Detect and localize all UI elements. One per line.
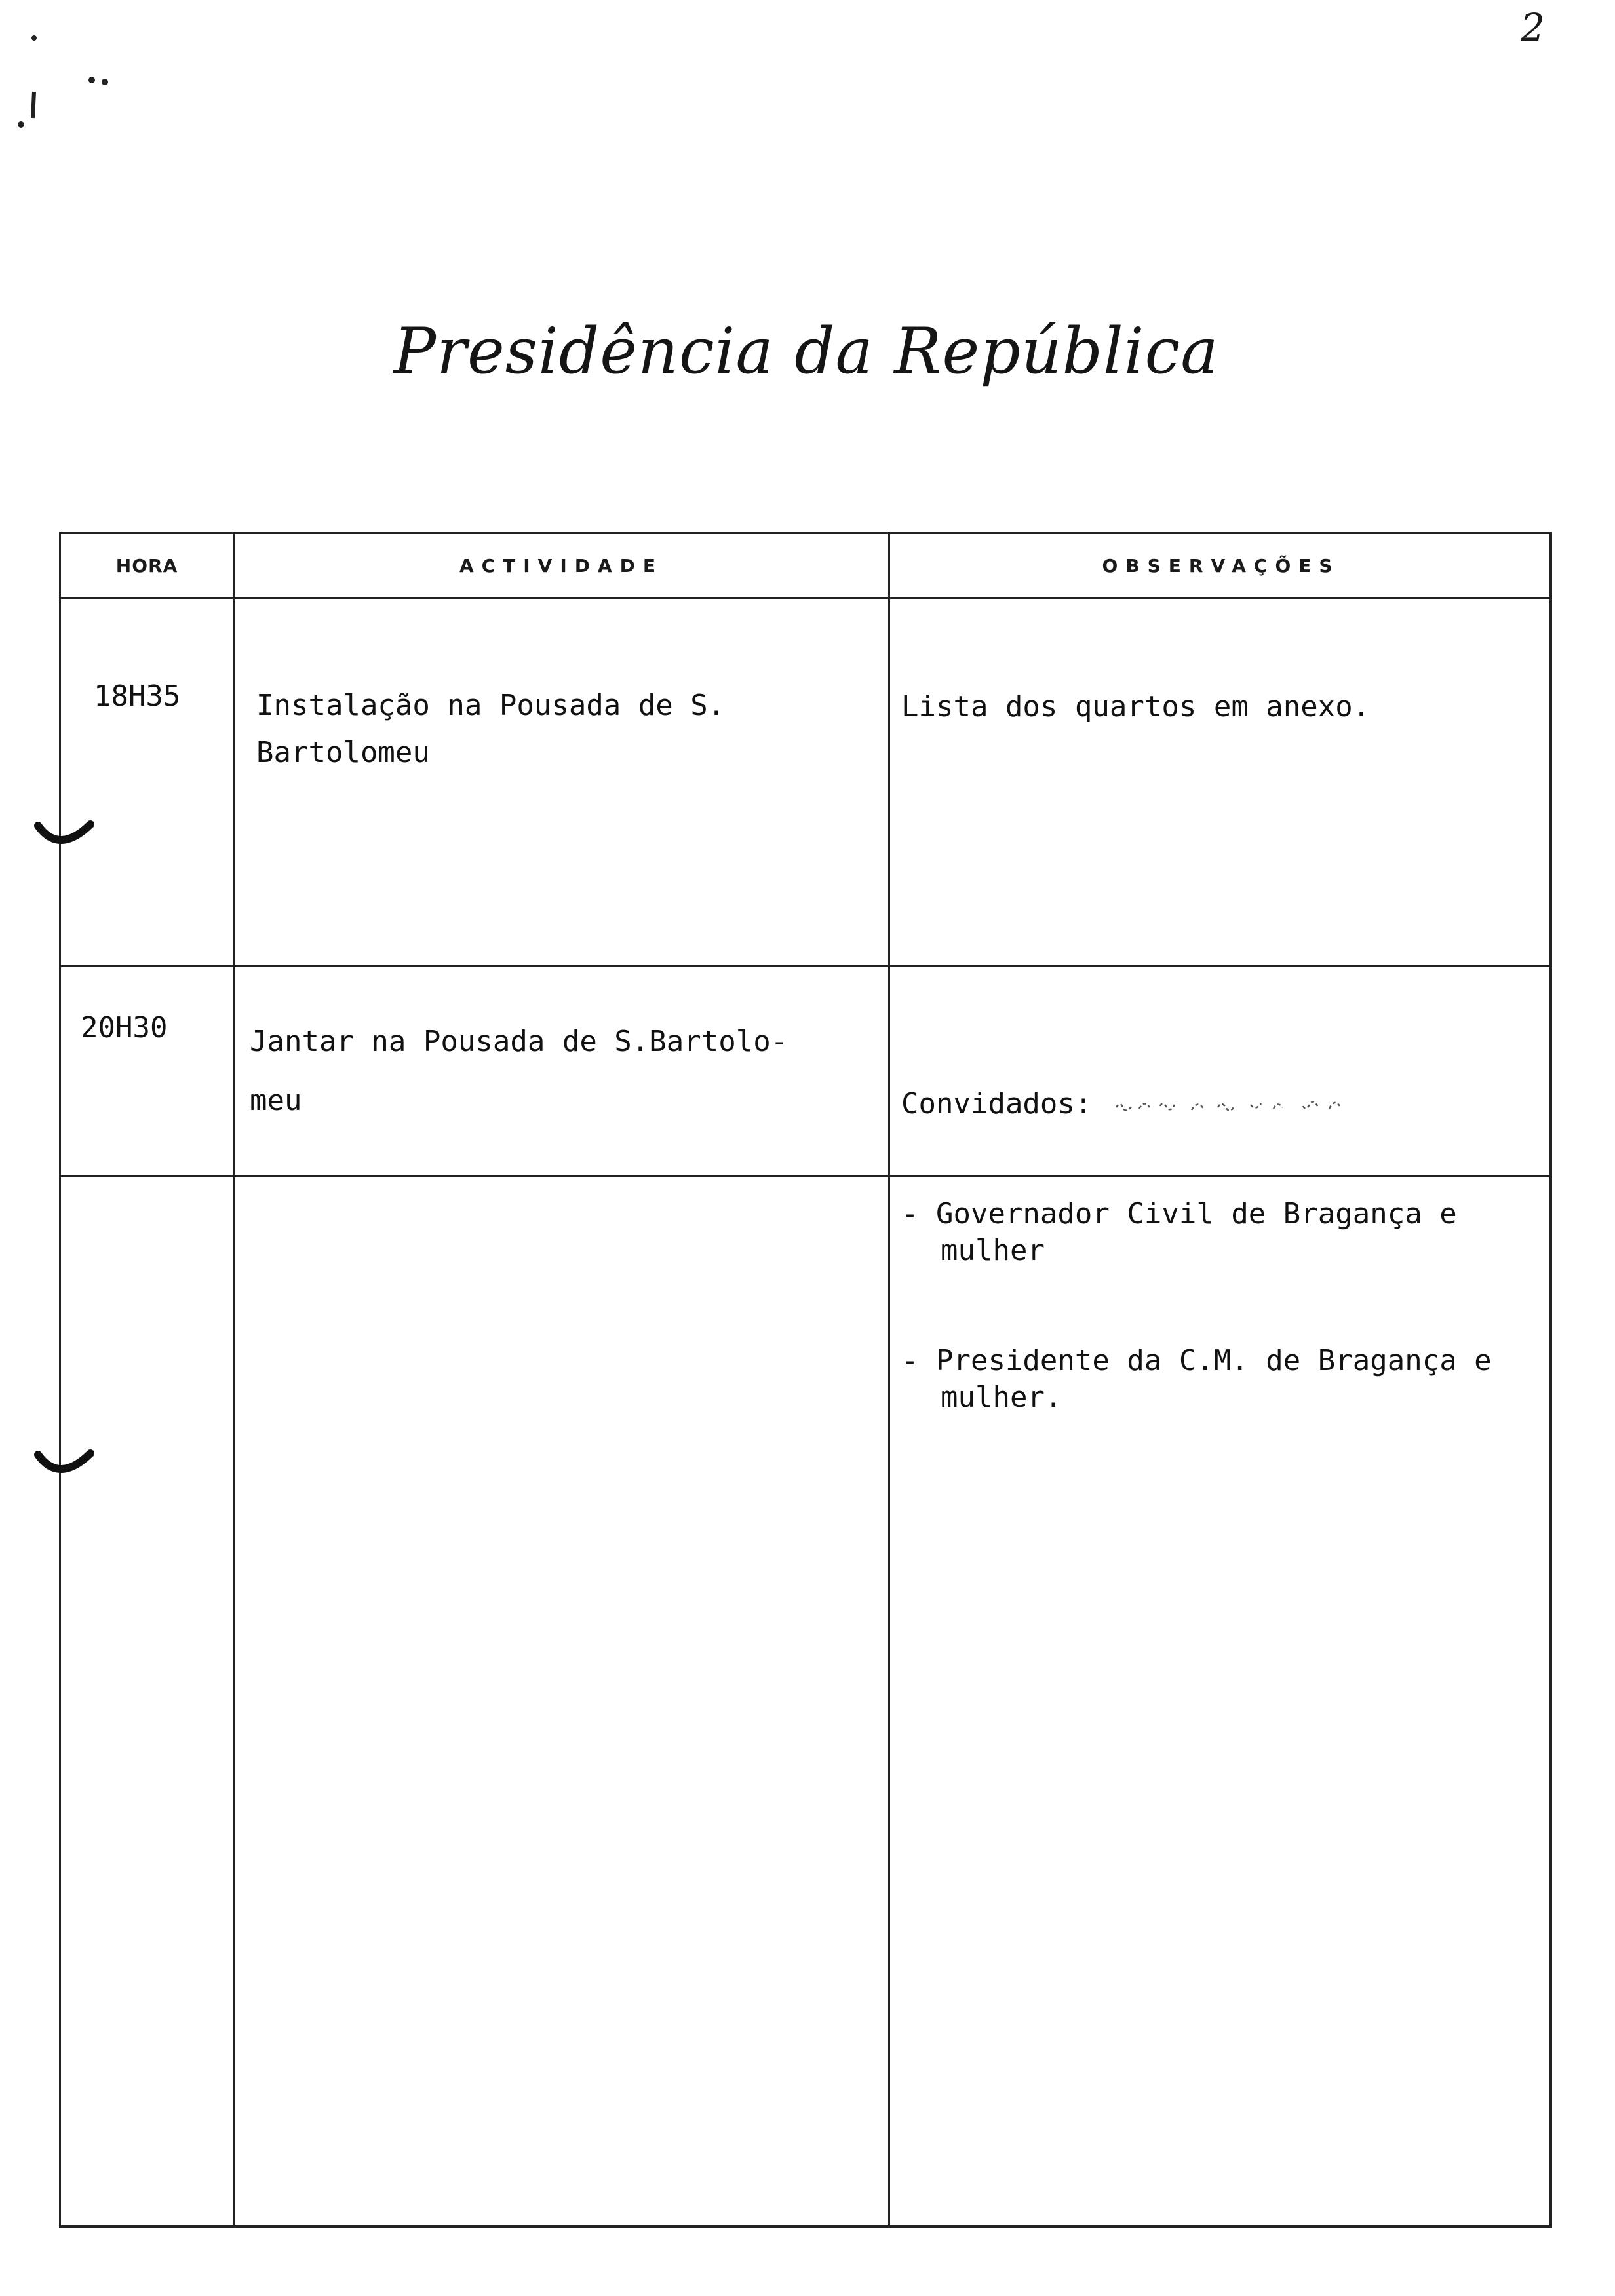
scan-speck-marks [7, 20, 138, 131]
row-divider [61, 597, 1549, 599]
handwritten-annotation [1113, 1096, 1349, 1115]
column-divider [233, 534, 235, 2225]
header-observacoes: OBSERVAÇÕES [1102, 554, 1340, 577]
row-1-observacoes: Lista dos quartos em anexo. [901, 690, 1371, 723]
guest-item: - Presidente da C.M. de Bragança e mulher. [901, 1344, 1509, 1414]
schedule-table [59, 532, 1552, 2228]
row-1-hora: 18H35 [94, 679, 181, 713]
row-2-hora: 20H30 [81, 1011, 168, 1044]
row-1-actividade: Instalação na Pousada de S. Bartolomeu [256, 689, 726, 769]
header-actividade: ACTIVIDADE [459, 554, 664, 577]
header-hora: HORA [115, 554, 178, 577]
row-divider [61, 965, 1549, 967]
guest-item: - Governador Civil de Bragança e mulher [901, 1197, 1475, 1267]
column-divider [888, 534, 890, 2225]
binder-hole-mark [26, 1422, 105, 1501]
page-number: 2 [1521, 5, 1545, 50]
guests-label [901, 1086, 1544, 1122]
binder-hole-mark [26, 793, 105, 871]
letterhead: Presidência da República [393, 315, 1219, 388]
row-2-observacoes [901, 1012, 1544, 1489]
guests-label-text: Convidados: [901, 1087, 1093, 1120]
row-2-actividade: Jantar na Pousada de S.Bartolo- meu [250, 1025, 788, 1117]
